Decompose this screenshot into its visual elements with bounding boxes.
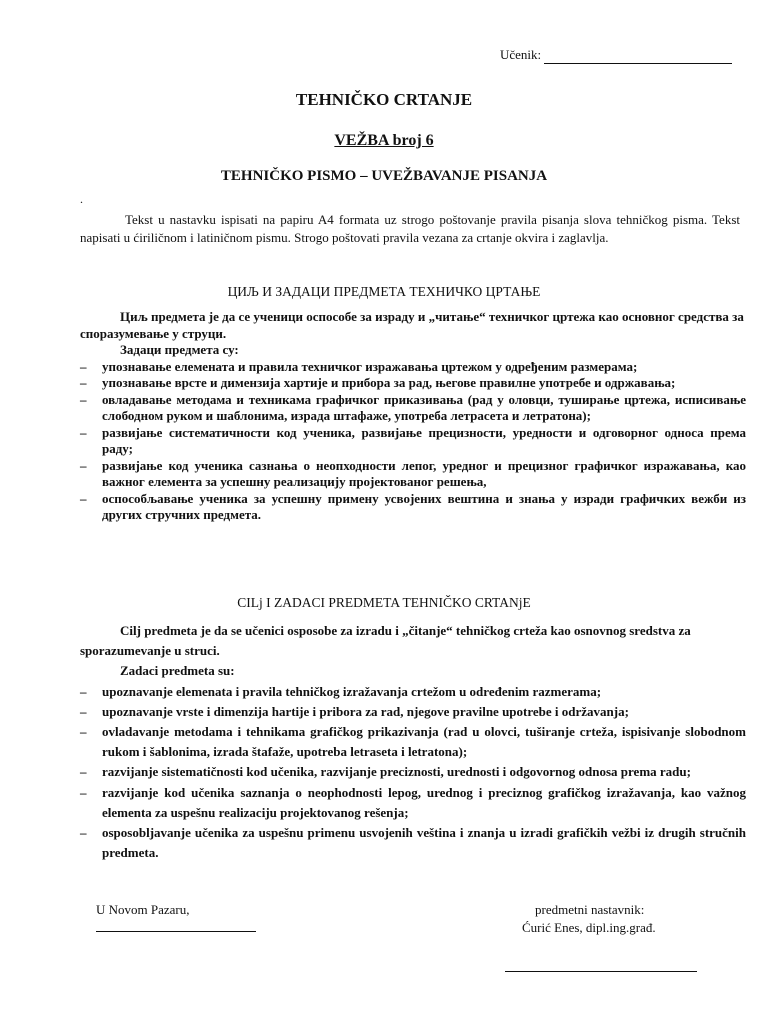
teacher-name: Ćurić Enes, dipl.ing.građ.: [522, 920, 656, 935]
list-item: – ovladavanje metodama i tehnikama grafičkog prikazivanja (rad u olovci, tuširanje crteža, ispisivanje slobodnom rukom i šablonima, izrada štafaže, upotreba letraseta i letratona);: [80, 724, 746, 760]
latin-goal: Cilj predmeta je da se učenici osposobe za izradu i „čitanje“ tehničkog crteža kao osnovnog sredstva za sporazumevanje u struci.: [80, 623, 691, 659]
list-item: – upoznavanje elemenata i pravila tehničkog izražavanja crtežom u određenim razmerama;: [80, 683, 602, 699]
intro-paragraph: Tekst u nastavku ispisati na papiru A4 formata uz strogo poštovanje pravila pisanja slova tehničkog pisma. Tekst napisati u ćiriličnom i latiničnom pismu. Strogo poštovati pravila vezana za crtanje okvira i zaglavlja.: [80, 212, 740, 245]
list-item: – osposobljavanje učenika za uspešnu primenu usvojenih veština i znanja u izradi grafičkih vežbi iz drugih stručnih predmeta.: [80, 825, 746, 861]
list-item: – упознавање врсте и димензија хартије и прибора за рад, његове правилне употребе и одржавања;: [80, 375, 676, 390]
student-field: [500, 47, 732, 64]
exercise-title: VEŽBA broj 6: [334, 132, 434, 149]
student-name-blank: [544, 47, 732, 64]
cyrillic-goal: Циљ предмета је да се ученици оспособе за израду и „читање“ техничког цртежа као основног средства за споразумевање у струци.: [80, 309, 744, 341]
cyrillic-heading: ЦИЉ И ЗАДАЦИ ПРЕДМЕТА ТЕХНИЧКО ЦРТАЊЕ: [227, 284, 541, 299]
latin-heading: CILj I ZADACI PREDMETA TEHNIČKO CRTANjE: [237, 595, 531, 610]
intro-dot: .: [80, 192, 83, 206]
topic-title: TEHNIČKO PISMO – UVEŽBAVANJE PISANJA: [220, 168, 548, 184]
list-item: – razvijanje kod učenika saznanja o neophodnosti lepog, urednog i preciznog grafičkog izražavanja, kao važnog elementa za uspešnu realizaciju projektovanog rešenja;: [80, 784, 746, 820]
list-item: – овладавање методама и техникама графичког приказивања (рад у оловци, туширање цртежа, исписивање слободном руком и шаблонима, израда штафаже, употреба летрасета и летратона);: [80, 391, 746, 423]
list-item: – upoznavanje vrste i dimenzija hartije i pribora za rad, njegove pravilne upotrebe i održavanja;: [80, 703, 629, 719]
student-label: Učenik:: [500, 47, 542, 62]
date-signature-line: [96, 931, 256, 932]
list-item: – развијање код ученика сазнања о неопходности лепог, уредног и прецизног графичког изражавања, као важног елемента за успешну реализацију пројектованог решења,: [80, 457, 746, 489]
cyrillic-section: [80, 309, 746, 524]
subject-title: TEHNIČKO CRTANJE: [295, 90, 473, 109]
city-date: U Novom Pazaru,: [96, 902, 190, 917]
latin-section: [80, 621, 746, 863]
latin-tasks-label: Zadaci predmeta su:: [120, 663, 235, 679]
list-item: – развијање систематичности код ученика, развијање прецизности, уредности и одговорног односа према раду;: [80, 424, 746, 456]
cyrillic-tasks-label: Задаци предмета су:: [120, 342, 239, 357]
list-item: – упознавање елемената и правила техничког изражавања цртежом у одређеним размерама;: [80, 358, 638, 374]
list-item: – razvijanje sistematičnosti kod učenika, razvijanje preciznosti, urednosti i odgovornog odnosa prema radu;: [80, 764, 691, 780]
list-item: – оспособљавање ученика за успешну примену усвојених вештина и знања у изради графичких вежби из других стручних предмета.: [80, 490, 746, 522]
teacher-signature-line: [505, 971, 697, 972]
teacher-label: predmetni nastavnik:: [535, 902, 645, 917]
